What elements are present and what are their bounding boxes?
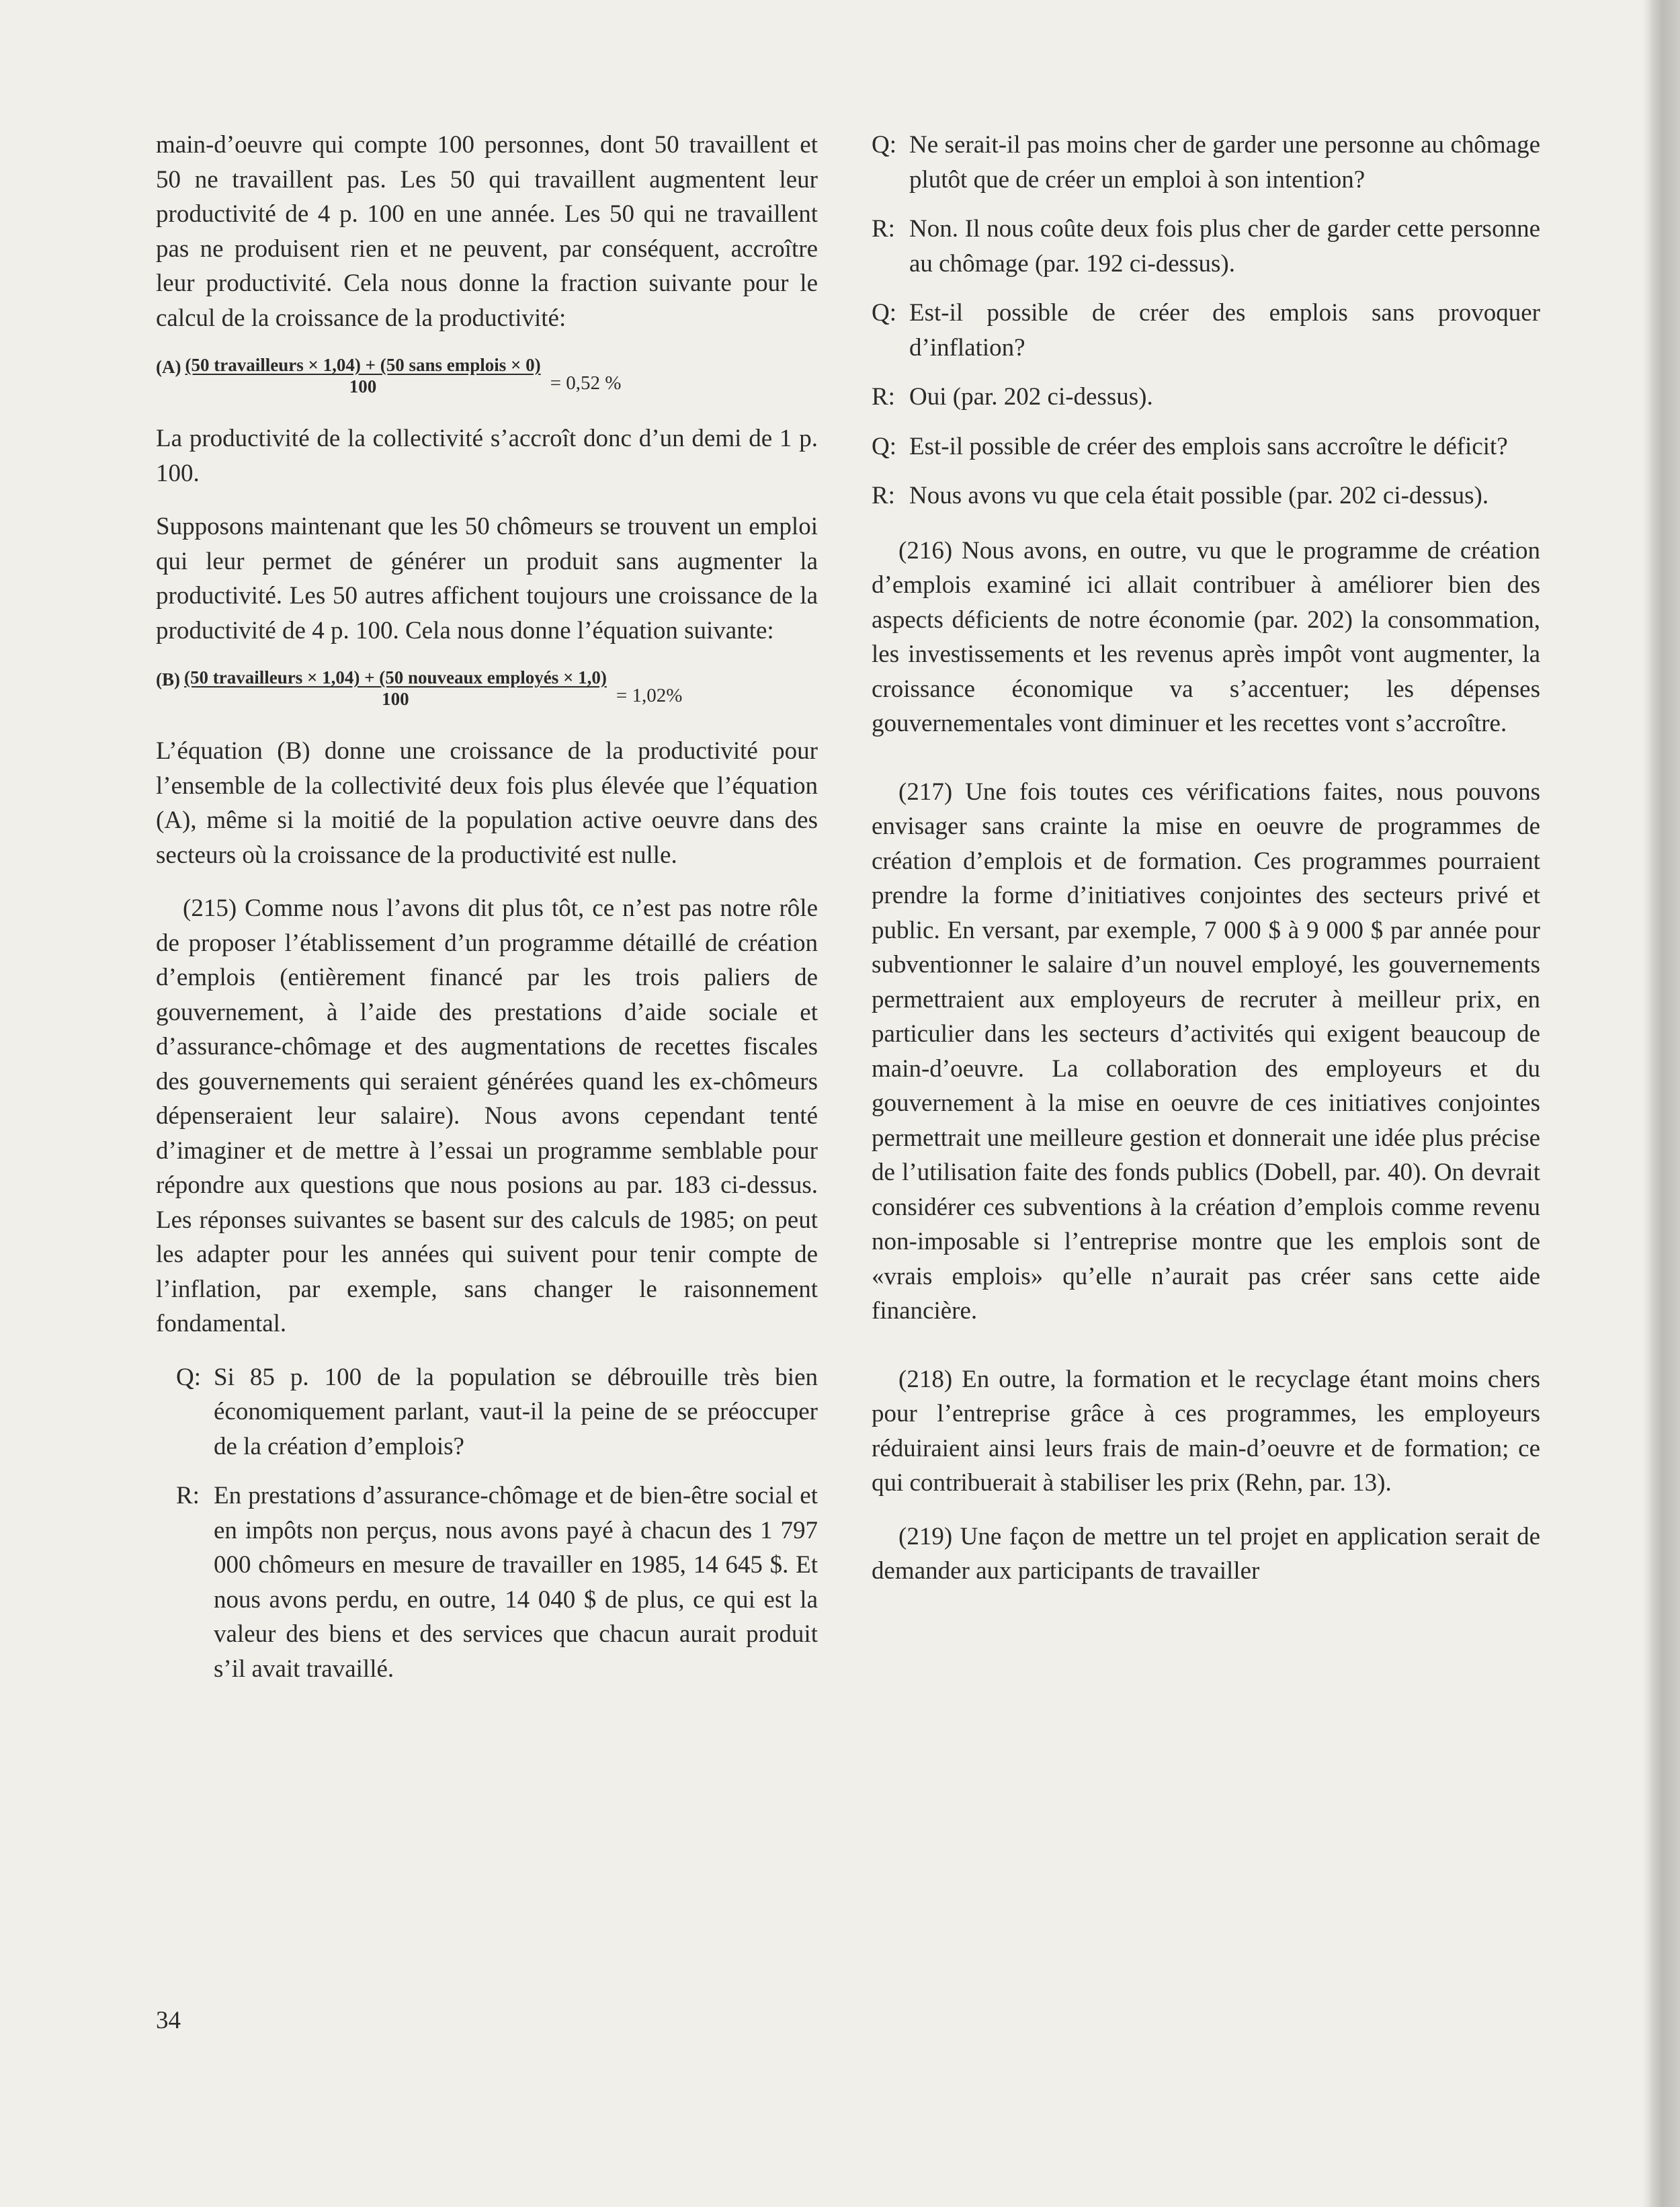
qa-text: Est-il possible de créer des emplois sans accroître le déficit?	[909, 432, 1508, 460]
qa-item	[872, 429, 1540, 464]
paragraph-219: (219) Une façon de mettre un tel projet en application serait de demander aux participants de travailler	[872, 1522, 1540, 1585]
qa-tag: R:	[872, 215, 895, 243]
equation-a	[156, 354, 818, 397]
equation-label: (B)	[156, 669, 180, 690]
qa-text: Si 85 p. 100 de la population se débrouille très bien économiquement parlant, vaut-il la peine de se préoccuper de la création d’emplois?	[214, 1363, 818, 1460]
equation-denominator: 100	[349, 376, 377, 397]
qa-tag: Q:	[872, 432, 896, 460]
qa-text: Non. Il nous coûte deux fois plus cher de garder cette personne au chômage (par. 192 ci-dessus).	[909, 215, 1540, 278]
paragraph-215: (215) Comme nous l’avons dit plus tôt, ce n’est pas notre rôle de proposer l’établissement d’un programme détaillé de création d’emplois (entièrement financé par les trois paliers de gouvernement, à l’aide des prestations d’aide sociale et d’assurance-chômage et des augmentations de recettes fiscales des gouvernements qui seraient générées quand les ex-chômeurs dépenseraient leur salaire). Nous avons cependant tenté d’imaginer et de mettre à l’essai un programme semblable pour répondre aux questions que nous posions au par. 183 ci-dessus. Les réponses suivantes se basent sur des calculs de 1985; on peut les adapter pour les années qui suivent pour tenir compte de l’inflation, par exemple, sans changer le raisonnement fondamental.	[156, 894, 818, 1337]
paragraph-217: (217) Une fois toutes ces vérifications faites, nous pouvons envisager sans crainte la mise en oeuvre de programmes de création d’emplois et de formation. Ces programmes pourraient prendre la forme d’initiatives conjointes des secteurs privé et public. En versant, par exemple, 7 000 $ à 9 000 $ par année pour subventionner le salaire d’un nouvel employé, les gouvernements permettraient aux employeurs de recruter à meilleur prix, en particulier dans les secteurs d’activités qui exigent beaucoup de main-d’oeuvre. La collaboration des employeurs et du gouvernement à la mise en oeuvre de ces initiatives conjointes permettrait une meilleure gestion et donnerait une idée plus précise de l’utilisation faite des fonds publics (Dobell, par. 40). On devrait considérer ces subventions à la création d’emplois comme revenu non-imposable si l’entreprise montre que les emplois sont de «vrais emplois» qu’elle n’aurait pas créer sans cette aide financière.	[872, 778, 1540, 1325]
qa-tag: R:	[872, 482, 895, 509]
equation-fraction	[184, 667, 607, 710]
paragraph: La productivité de la collectivité s’accroît donc d’un demi de 1 p. 100.	[156, 425, 818, 487]
qa-item	[176, 1360, 818, 1464]
equation-label: (A)	[156, 357, 181, 377]
qa-text: Ne serait-il pas moins cher de garder une personne au chômage plutôt que de créer un emploi à son intention?	[909, 131, 1540, 194]
paragraph: main-d’oeuvre qui compte 100 personnes, dont 50 travaillent et 50 ne travaillent pas. Les 50 qui travaillent augmentent leur productivité de 4 p. 100 en une année. Les 50 qui ne travaillent pas ne produisent rien et ne peuvent, par conséquent, accroître leur productivité. Cela nous donne la fraction suivante pour le calcul de la croissance de la productivité:	[156, 131, 818, 332]
equation-numerator: (50 travailleurs × 1,04) + (50 nouveaux employés × 1,0)	[184, 667, 607, 688]
equation-b	[156, 667, 818, 710]
paragraph-218: (218) En outre, la formation et le recyclage étant moins chers pour l’entreprise grâce à ces programmes, les employeurs réduiraient ainsi leurs frais de main-d’oeuvre et de formation; ce qui contribuerait à stabiliser les prix (Rehn, par. 13).	[872, 1365, 1540, 1497]
qa-item	[872, 212, 1540, 281]
qa-item	[872, 128, 1540, 197]
qa-text: Est-il possible de créer des emplois sans provoquer d’inflation?	[909, 299, 1540, 362]
qa-text: En prestations d’assurance-chômage et de bien-être social et en impôts non perçus, nous avons payé à chacun des 1 797 000 chômeurs en mesure de travailler en 1985, 14 645 $. Et nous avons perdu, en outre, 14 040 $ de plus, ce qui est la valeur des biens et des services que chacun aurait produit s’il avait travaillé.	[214, 1482, 818, 1683]
qa-item	[176, 1479, 818, 1686]
paragraph: Supposons maintenant que les 50 chômeurs se trouvent un emploi qui leur permet de générer un produit sans augmenter la productivité. Les 50 autres affichent toujours une croissance de la productivité de 4 p. 100. Cela nous donne l’équation suivante:	[156, 513, 818, 644]
qa-text: Nous avons vu que cela était possible (par. 202 ci-dessus).	[909, 482, 1489, 509]
equation-result: = 0,52 %	[550, 372, 622, 394]
left-column	[156, 128, 818, 1701]
qa-item	[872, 380, 1540, 415]
qa-tag: Q:	[176, 1363, 201, 1391]
page-edge	[1650, 0, 1680, 2207]
page-number: 34	[156, 2007, 181, 2034]
paragraph-216: (216) Nous avons, en outre, vu que le programme de création d’emplois examiné ici allait contribuer à améliorer bien des aspects déficients de notre économie (par. 202) la consommation, les investissements et les revenus après impôt vont augmenter, la croissance économique va s’accentuer; les dépenses gouvernementales vont diminuer et les recettes vont s’accroître.	[872, 536, 1540, 737]
qa-tag: R:	[872, 383, 895, 411]
qa-text: Oui (par. 202 ci-dessus).	[909, 383, 1153, 411]
qa-tag: Q:	[872, 299, 896, 327]
right-column	[872, 128, 1540, 1608]
qa-item	[872, 296, 1540, 365]
page-edge-shadow	[1642, 0, 1650, 2207]
qa-tag: Q:	[872, 131, 896, 159]
equation-result: = 1,02%	[616, 685, 683, 706]
qa-item	[872, 478, 1540, 513]
paragraph: L’équation (B) donne une croissance de la productivité pour l’ensemble de la collectivité deux fois plus élevée que l’équation (A), même si la moitié de la population active oeuvre dans des secteurs où la croissance de la productivité est nulle.	[156, 737, 818, 869]
qa-tag: R:	[176, 1482, 200, 1509]
equation-denominator: 100	[382, 689, 409, 709]
equation-numerator: (50 travailleurs × 1,04) + (50 sans emplois × 0)	[185, 355, 541, 375]
equation-fraction	[185, 354, 540, 397]
